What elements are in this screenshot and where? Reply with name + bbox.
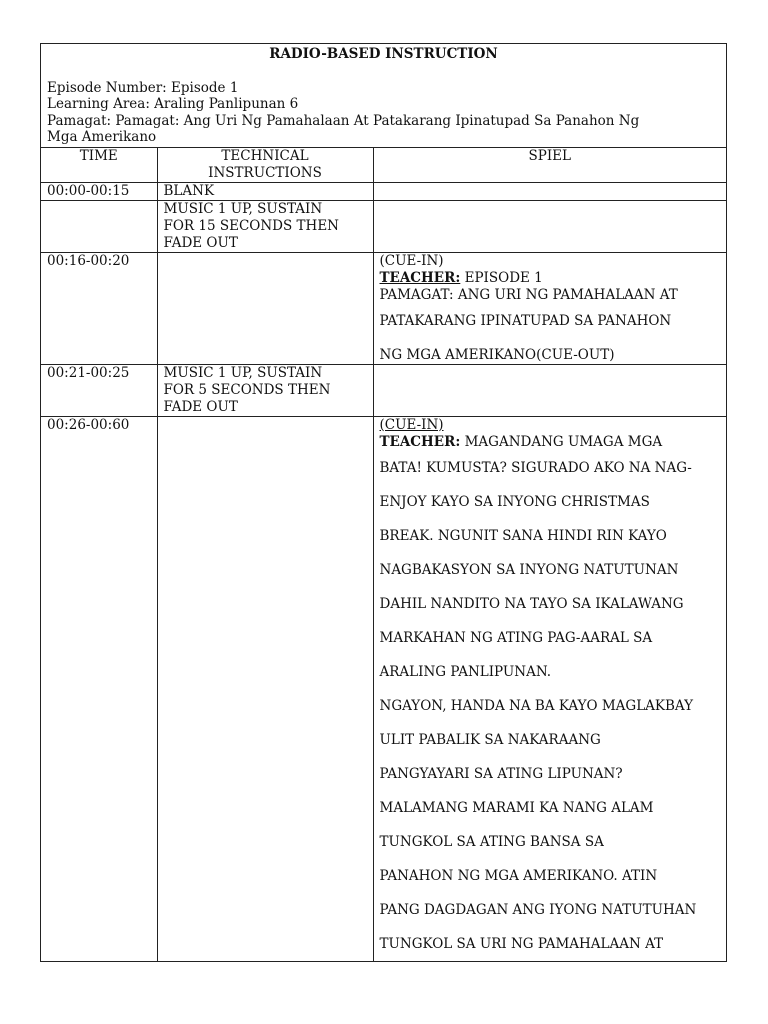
- technical-line: FOR 5 SECONDS THEN: [163, 381, 331, 398]
- cue-in: (CUE-IN): [379, 416, 444, 433]
- technical-cell: [157, 416, 373, 961]
- spiel-cell: [373, 200, 726, 252]
- speaker-label: TEACHER:: [379, 269, 461, 286]
- spiel-line: PANAHON NG MGA AMERIKANO. ATIN: [379, 867, 658, 884]
- technical-line: MUSIC 1 UP, SUSTAIN: [163, 200, 323, 217]
- spiel-line: BREAK. NGUNIT SANA HINDI RIN KAYO: [379, 527, 667, 544]
- spiel-line: TUNGKOL SA URI NG PAMAHALAAN AT: [379, 935, 664, 952]
- speaker-line: [380, 434, 721, 451]
- header-technical: [157, 147, 373, 182]
- spiel-cell: [373, 364, 726, 416]
- spiel-line: ENJOY KAYO SA INYONG CHRISTMAS: [379, 493, 650, 510]
- speaker-line: [380, 270, 721, 287]
- header-technical-line-2: INSTRUCTIONS: [208, 164, 322, 181]
- spiel-line: MARKAHAN NG ATING PAG-AARAL SA: [379, 629, 653, 646]
- technical-cell: [157, 364, 373, 416]
- table-row: [41, 252, 726, 364]
- spiel-line: PATAKARANG IPINATUPAD SA PANAHON: [379, 312, 672, 329]
- spiel-line: NGAYON, HANDA NA BA KAYO MAGLAKBAY: [379, 697, 694, 714]
- speaker-text: MAGANDANG UMAGA MGA: [460, 433, 663, 450]
- document-header: [41, 44, 726, 147]
- spiel-line: ULIT PABALIK SA NAKARAANG: [379, 731, 601, 748]
- technical-line: FOR 15 SECONDS THEN: [163, 217, 339, 234]
- script-document: [40, 43, 727, 962]
- spiel-line: NAGBAKASYON SA INYONG NATUTUNAN: [379, 561, 679, 578]
- time-cell: 00:00-00:15: [41, 182, 157, 200]
- table-row: [41, 200, 726, 252]
- learning-area: Learning Area: Araling Panlipunan 6: [47, 96, 299, 112]
- spiel-line: ARALING PANLIPUNAN.: [379, 663, 552, 680]
- technical-line: BLANK: [163, 182, 215, 199]
- spiel-line: MALAMANG MARAMI KA NANG ALAM: [379, 799, 654, 816]
- technical-line: FADE OUT: [163, 234, 238, 251]
- cue-in: (CUE-IN): [379, 252, 444, 269]
- spiel-line: PANGYAYARI SA ATING LIPUNAN?: [379, 765, 623, 782]
- pamagat-line-2: Mga Amerikano: [47, 129, 157, 145]
- table-header-row: [41, 147, 726, 182]
- spiel-line: PAMAGAT: ANG URI NG PAMAHALAAN AT: [379, 286, 678, 303]
- spiel-cell: [373, 252, 726, 364]
- header-technical-line-1: TECHNICAL: [221, 147, 309, 164]
- header-spiel: SPIEL: [373, 147, 726, 182]
- script-table: [41, 147, 726, 961]
- technical-cell: [157, 252, 373, 364]
- table-row: [41, 364, 726, 416]
- spiel-line: DAHIL NANDITO NA TAYO SA IKALAWANG: [379, 595, 684, 612]
- speaker-label: TEACHER:: [379, 433, 461, 450]
- table-row: [41, 416, 726, 961]
- technical-line: FADE OUT: [163, 398, 238, 415]
- time-cell: 00:21-00:25: [41, 364, 157, 416]
- table-row: [41, 182, 726, 200]
- technical-cell: [157, 182, 373, 200]
- spiel-line: TUNGKOL SA ATING BANSA SA: [379, 833, 604, 850]
- episode-number: Episode Number: Episode 1: [47, 79, 239, 96]
- spiel-line: NG MGA AMERIKANO(CUE-OUT): [379, 346, 615, 363]
- spiel-line: PANG DAGDAGAN ANG IYONG NATUTUHAN: [379, 901, 697, 918]
- document-title: RADIO-BASED INSTRUCTION: [269, 46, 498, 62]
- technical-line: MUSIC 1 UP, SUSTAIN: [163, 364, 323, 381]
- technical-cell: [157, 200, 373, 252]
- spiel-line: BATA! KUMUSTA? SIGURADO AKO NA NAG-: [379, 459, 692, 476]
- time-cell: 00:16-00:20: [41, 252, 157, 364]
- spiel-cell: [373, 182, 726, 200]
- spiel-cell: [373, 416, 726, 961]
- time-cell: [41, 200, 157, 252]
- time-cell: 00:26-00:60: [41, 416, 157, 961]
- pamagat-line-1: Pamagat: Pamagat: Ang Uri Ng Pamahalaan At Patakarang Ipinatupad Sa Panahon Ng: [47, 112, 640, 129]
- header-time: TIME: [41, 147, 157, 182]
- speaker-text: EPISODE 1: [460, 269, 543, 286]
